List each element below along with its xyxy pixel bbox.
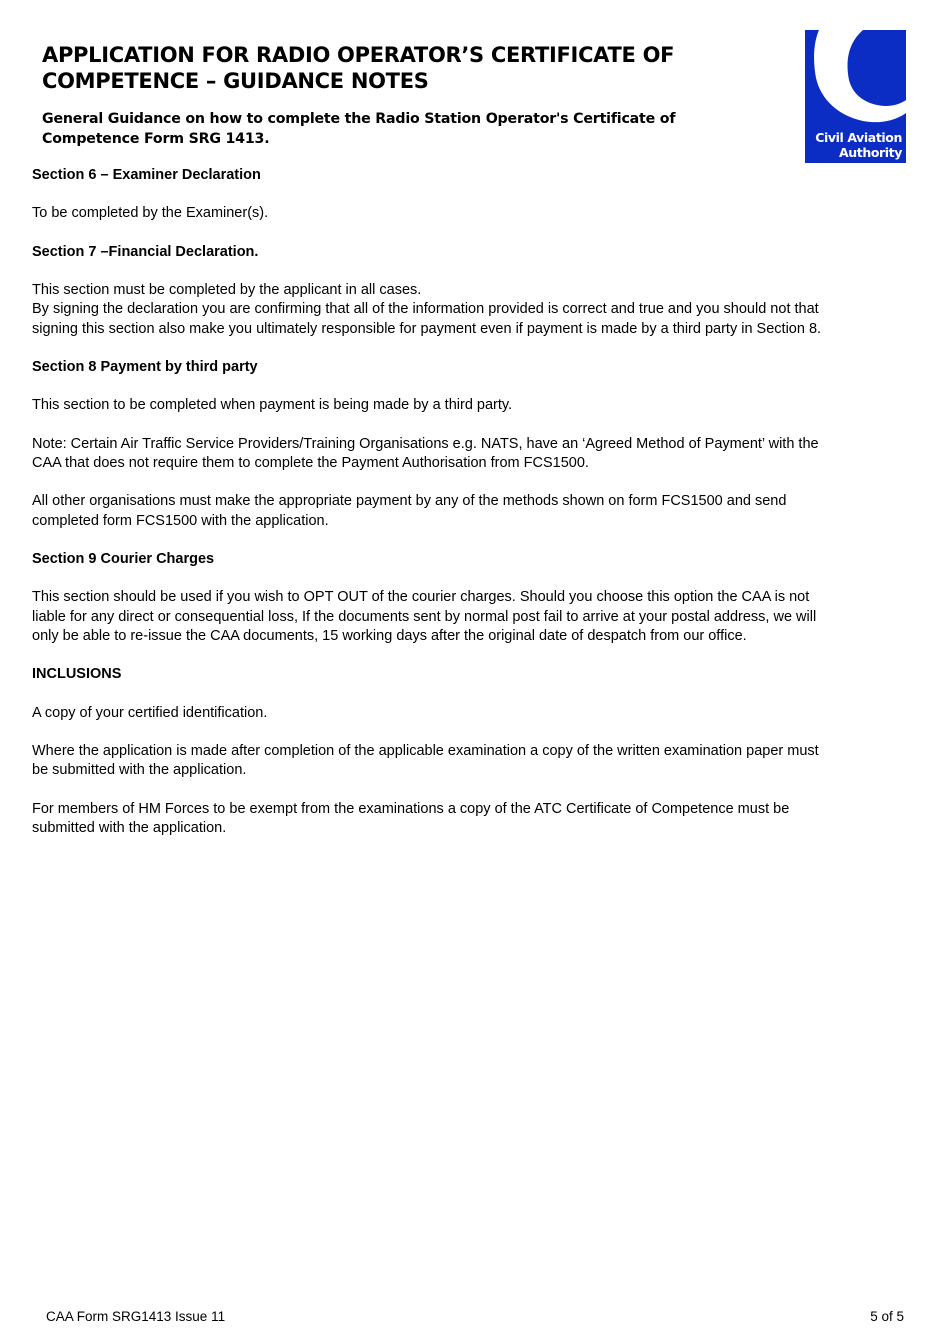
caa-logo-line: Civil Aviation — [815, 130, 902, 145]
text-line: only be able to re-issue the CAA documents, 15 working days after the original date of despatch from our office. — [32, 627, 747, 644]
page-title-line: APPLICATION FOR RADIO OPERATOR’S CERTIFICATE OF — [42, 43, 675, 67]
section-8-text: This section to be completed when payment is being made by a third party. — [32, 397, 513, 414]
section-8-note — [32, 435, 912, 473]
text-line: For members of HM Forces to be exempt from the examinations a copy of the ATC Certificate of Competence must be — [32, 800, 790, 817]
text-line: liable for any direct or consequential loss, If the documents sent by normal post fail to arrive at your postal address, we will — [32, 608, 817, 625]
text-line: CAA that does not require them to complete the Payment Authorisation from FCS1500. — [32, 454, 589, 471]
text-line: By signing the declaration you are confirming that all of the information provided is correct and true and you should not that — [32, 301, 819, 318]
section-8-heading: Section 8 Payment by third party — [32, 358, 258, 375]
text-line: be submitted with the application. — [32, 762, 247, 779]
page-subtitle-line: General Guidance on how to complete the Radio Station Operator's Certificate of — [42, 111, 676, 127]
section-7-text — [32, 281, 912, 339]
inclusions-hm-forces — [32, 800, 912, 838]
footer-page-number: 5 of 5 — [870, 1309, 904, 1324]
section-7-heading: Section 7 –Financial Declaration. — [32, 243, 259, 260]
inclusions-heading: INCLUSIONS — [32, 666, 122, 683]
page-title — [42, 42, 742, 94]
page-subtitle-line: Competence Form SRG 1413. — [42, 131, 270, 147]
section-9-text — [32, 588, 912, 646]
text-line: Where the application is made after completion of the applicable examination a copy of the written examination paper must — [32, 742, 819, 759]
caa-logo-line: Authority — [838, 144, 902, 160]
page-title-line: COMPETENCE – GUIDANCE NOTES — [42, 69, 429, 93]
footer-form-reference: CAA Form SRG1413 Issue 11 — [46, 1309, 226, 1324]
inclusions-exam-paper — [32, 742, 912, 780]
section-6-heading: Section 6 – Examiner Declaration — [32, 167, 261, 183]
section-8-other-orgs — [32, 492, 912, 530]
inclusions-identification: A copy of your certified identification. — [32, 704, 268, 721]
caa-logo — [805, 30, 906, 163]
caa-logo-text — [815, 131, 902, 160]
text-line: Note: Certain Air Traffic Service Providers/Training Organisations e.g. NATS, have an ‘Agreed Method of Payment’ with the — [32, 435, 819, 452]
text-line: This section must be completed by the applicant in all cases. — [32, 282, 422, 299]
section-9-heading: Section 9 Courier Charges — [32, 550, 215, 567]
guidance-content — [32, 166, 912, 857]
text-line: completed form FCS1500 with the application. — [32, 512, 329, 529]
page-subtitle — [42, 109, 702, 149]
text-line: submitted with the application. — [32, 819, 227, 836]
text-line: signing this section also make you ultimately responsible for payment even if payment is made by a third party in Section 8. — [32, 320, 822, 337]
text-line: All other organisations must make the appropriate payment by any of the methods shown on form FCS1500 and send — [32, 493, 787, 510]
section-6-text: To be completed by the Examiner(s). — [32, 205, 269, 222]
text-line: This section should be used if you wish to OPT OUT of the courier charges. Should you choose this option the CAA is not — [32, 589, 810, 606]
